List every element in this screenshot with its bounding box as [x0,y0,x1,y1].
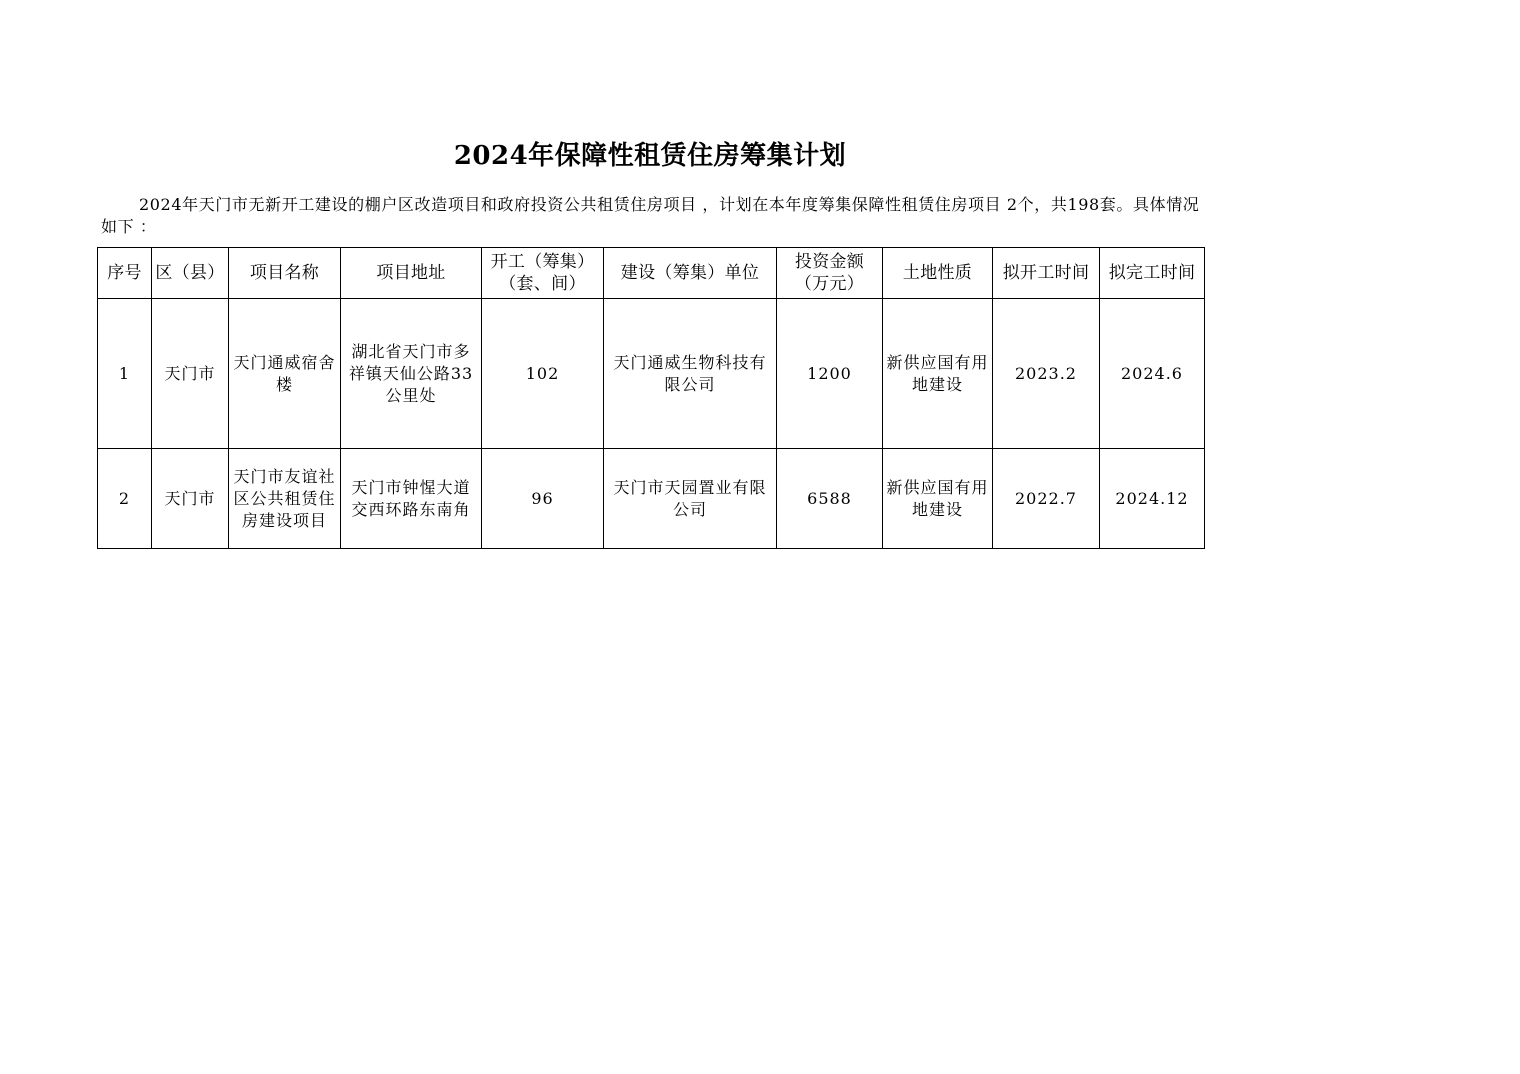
table-header-row [98,248,1205,299]
cell-seq: 2 [98,449,152,549]
header-district: 区（县） [152,248,229,299]
cell-finish-date: 2024.12 [1100,449,1205,549]
table-row [98,299,1205,449]
cell-units: 102 [482,299,604,449]
housing-plan-table [97,247,1205,549]
cell-district: 天门市 [152,449,229,549]
header-investment: 投资金额（万元） [777,248,883,299]
header-land-type: 土地性质 [883,248,993,299]
cell-start-date: 2023.2 [993,299,1100,449]
cell-land-type: 新供应国有用地建设 [883,299,993,449]
cell-start-date: 2022.7 [993,449,1100,549]
header-seq: 序号 [98,248,152,299]
cell-builder: 天门通威生物科技有限公司 [604,299,777,449]
cell-district: 天门市 [152,299,229,449]
header-start-date: 拟开工时间 [993,248,1100,299]
cell-units: 96 [482,449,604,549]
cell-investment: 6588 [777,449,883,549]
cell-project-name: 天门通威宿舍楼 [229,299,341,449]
cell-land-type: 新供应国有用地建设 [883,449,993,549]
cell-project-address: 天门市钟惺大道交西环路东南角 [341,449,482,549]
header-units: 开工（筹集）（套、间） [482,248,604,299]
table-row [98,449,1205,549]
header-finish-date: 拟完工时间 [1100,248,1205,299]
page-title: 2024年保障性租赁住房筹集计划 [453,141,847,171]
cell-finish-date: 2024.6 [1100,299,1205,449]
cell-seq: 1 [98,299,152,449]
intro-paragraph: 2024年天门市无新开工建设的棚户区改造项目和政府投资公共租赁住房项目 ，计划在本年度筹集保障性租赁住房项目 2个，共198套。具体情况如下 ： [101,195,1200,236]
cell-investment: 1200 [777,299,883,449]
cell-builder: 天门市天园置业有限公司 [604,449,777,549]
header-builder: 建设（筹集）单位 [604,248,777,299]
cell-project-address: 湖北省天门市多祥镇天仙公路33公里处 [341,299,482,449]
header-project-name: 项目名称 [229,248,341,299]
cell-project-name: 天门市友谊社区公共租赁住房建设项目 [229,449,341,549]
header-project-address: 项目地址 [341,248,482,299]
